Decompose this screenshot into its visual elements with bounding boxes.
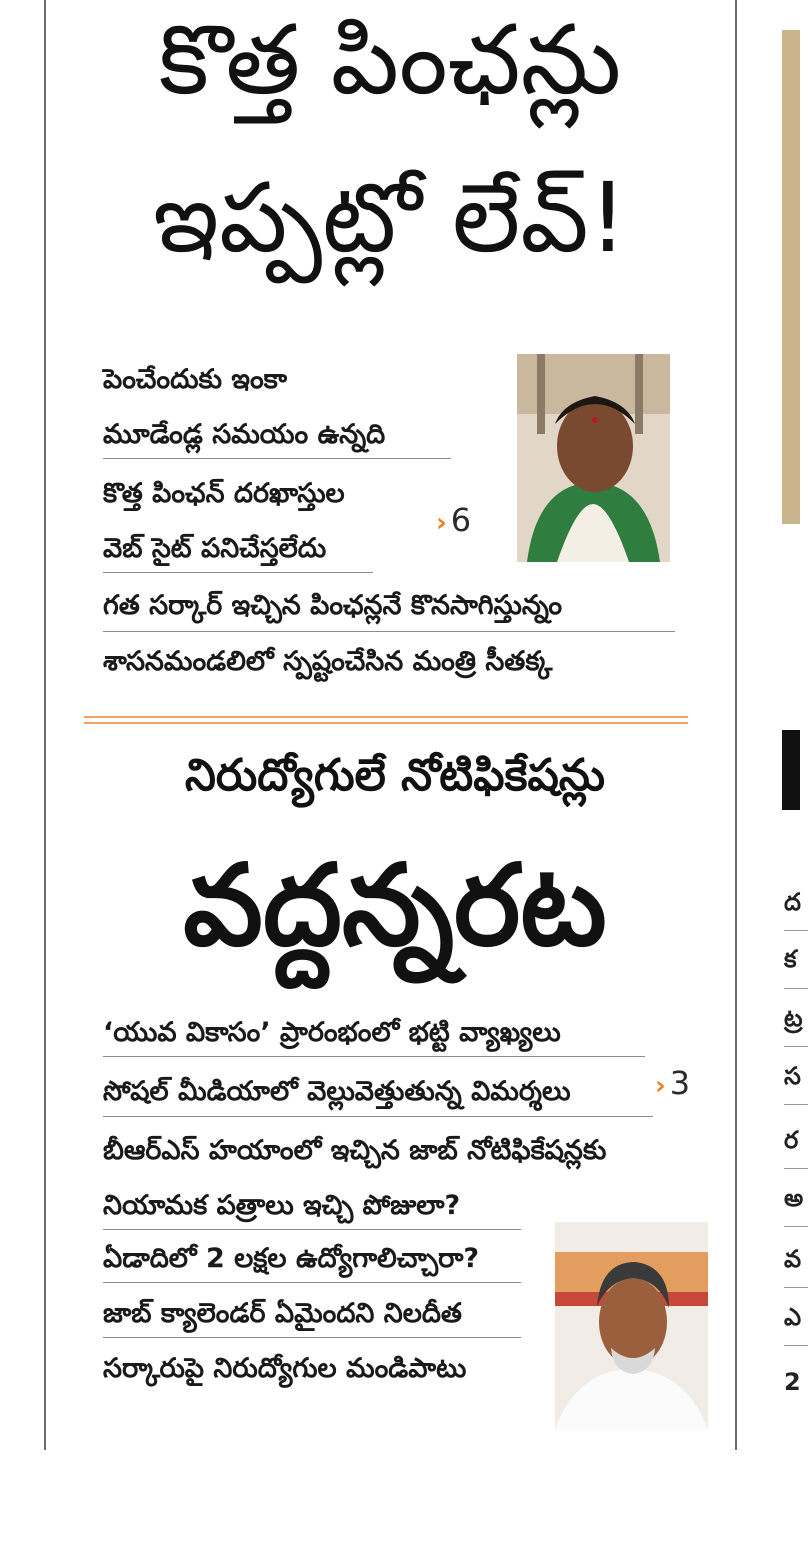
adjacent-glyph: 2 — [784, 1368, 801, 1396]
adjacent-rule — [784, 988, 808, 989]
adjacent-headline-fragment — [782, 730, 800, 810]
point-6: శాసనమండలిలో స్పష్టంచేసిన మంత్రి సీతక్క — [103, 646, 553, 677]
page-number: 6 — [450, 501, 472, 539]
adjacent-column-edge — [760, 0, 804, 1562]
story-divider — [84, 722, 688, 724]
point-3: కొత్త పింఛన్ దరఖాస్తుల — [103, 478, 345, 509]
point-underline — [103, 1056, 645, 1057]
photo-bhatti-vikramarka — [555, 1222, 708, 1430]
headline-unemployed-line2: వద్దన్నరట — [183, 841, 607, 971]
point-2: మూడేండ్ల సమయం ఉన్నది — [103, 419, 386, 450]
adjacent-glyph: వ — [784, 1245, 802, 1273]
point-4: నియామక పత్రాలు ఇచ్చి పోజులా? — [103, 1190, 461, 1221]
point-3: బీఆర్ఎస్ హయాంలో ఇచ్చిన జాబ్ నోటిఫికేషన్లకు — [103, 1135, 607, 1166]
point-underline — [103, 1337, 521, 1338]
photo-minister-seethakka — [517, 354, 670, 562]
story-divider — [84, 716, 688, 718]
point-5: గత సర్కార్ ఇచ్చిన పింఛన్లనే కొనసాగిస్తున్నం — [103, 590, 563, 621]
headline-unemployed-line1: నిరుద్యోగులే నోటిఫికేషన్లు — [185, 750, 605, 801]
chevron-right-icon: › — [655, 1071, 666, 1101]
adjacent-glyph: ట్ర — [784, 1004, 803, 1032]
adjacent-glyph: ర — [784, 1126, 799, 1154]
adjacent-rule — [784, 1046, 808, 1047]
adjacent-rule — [784, 1226, 808, 1227]
point-1: పెంచేందుకు ఇంకా — [103, 364, 288, 395]
right-column-rule — [735, 0, 737, 1450]
page-reference-3 — [655, 1064, 690, 1102]
adjacent-glyph: ద — [784, 888, 801, 916]
point-underline — [103, 631, 675, 632]
point-underline — [103, 1116, 653, 1117]
point-5: ఏడాదిలో 2 లక్షల ఉద్యోగాలిచ్చారా? — [103, 1243, 480, 1274]
adjacent-glyph: క — [784, 945, 797, 973]
page-reference-6 — [436, 501, 471, 539]
page-number: 3 — [669, 1064, 691, 1102]
adjacent-glyph: ఎ — [784, 1303, 802, 1331]
chevron-right-icon: › — [436, 508, 447, 538]
point-underline — [103, 572, 373, 573]
left-column-rule — [44, 0, 46, 1450]
adjacent-rule — [784, 1168, 808, 1169]
point-1: ‘యువ వికాసం’ ప్రారంభంలో భట్టి వ్యాఖ్యలు — [103, 1017, 561, 1048]
headline-pensions-line1: కొత్త పింఛన్లు — [158, 4, 622, 116]
adjacent-glyph: స — [784, 1062, 801, 1090]
adjacent-rule — [784, 930, 808, 931]
adjacent-rule — [784, 1104, 808, 1105]
point-underline — [103, 1229, 521, 1230]
point-7: సర్కారుపై నిరుద్యోగుల మండిపాటు — [103, 1353, 467, 1384]
point-4: వెబ్ సైట్ పనిచేస్తలేదు — [103, 533, 327, 564]
adjacent-photo-strip — [782, 30, 800, 524]
point-underline — [103, 458, 451, 459]
point-2: సోషల్ మీడియాలో వెల్లువెత్తుతున్న విమర్శలు — [103, 1076, 571, 1107]
portrait-image — [555, 1222, 708, 1430]
point-underline — [103, 1282, 521, 1283]
portrait-image — [517, 354, 670, 562]
point-6: జాబ్ క్యాలెండర్ ఏమైందని నిలదీత — [103, 1298, 462, 1329]
adjacent-rule — [784, 1287, 808, 1288]
adjacent-glyph: అ — [784, 1184, 804, 1212]
headline-pensions-line2: ఇప్పట్లో లేవ్! — [152, 162, 628, 274]
adjacent-rule — [784, 1345, 808, 1346]
